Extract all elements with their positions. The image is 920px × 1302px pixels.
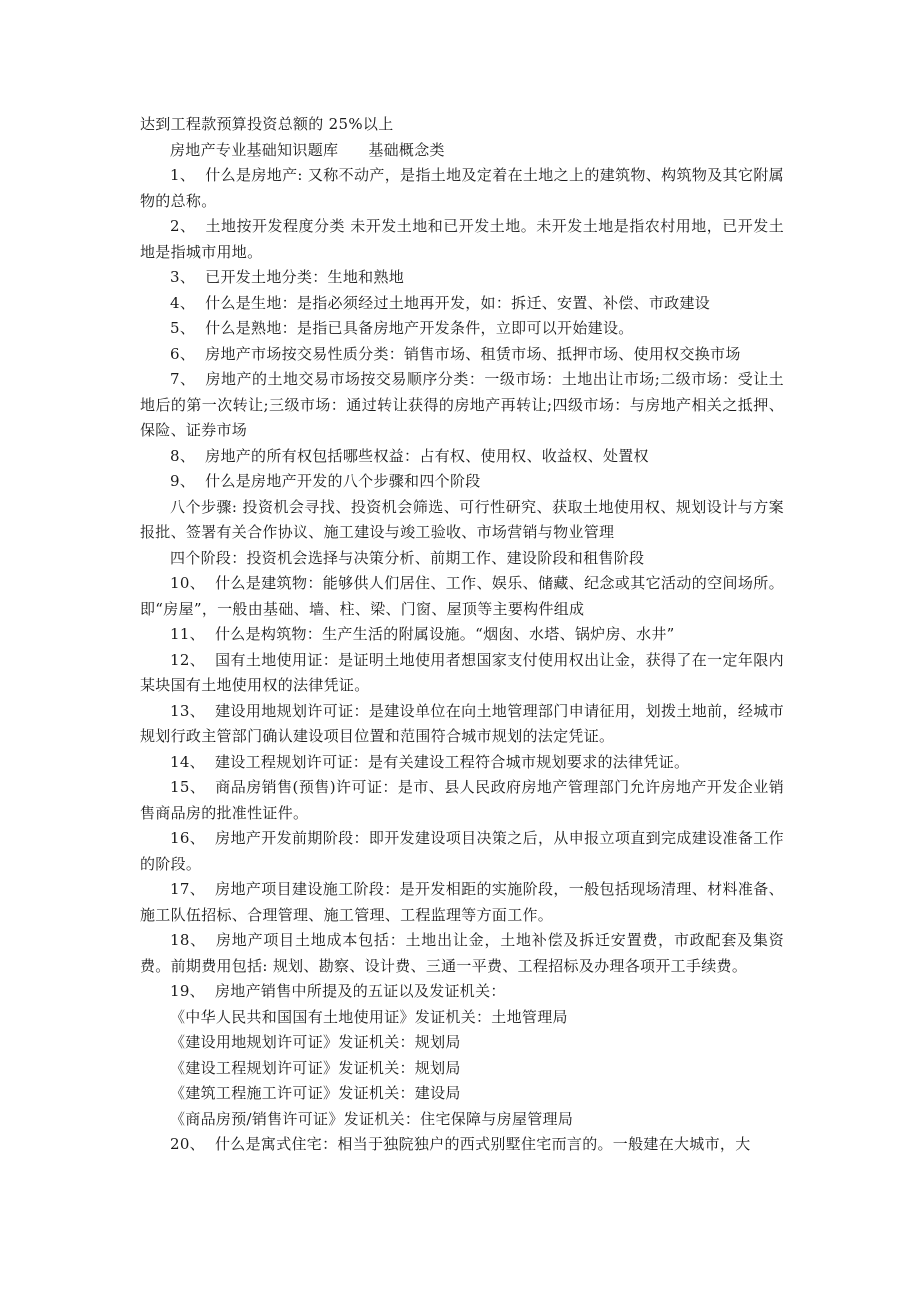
item-number: 12、 [170,650,206,669]
certificate-line: 《建设用地规划许可证》发证机关：规划局 [170,1033,461,1051]
document-page [140,112,784,1158]
item-number: 1、 [170,166,196,184]
item-number: 20、 [170,1135,205,1153]
list-item [140,826,784,877]
item-text: 什么是房地产: 又称不动产，是指土地及定着在土地之上的建筑物、构筑物及其它附属物的总称。 [140,166,784,210]
list-item [140,444,784,470]
item-number: 18、 [170,931,206,949]
item-number: 7、 [170,370,196,388]
item-text: 什么是构筑物：生产生活的附属设施。“烟囱、水塔、锅炉房、水井” [215,625,675,643]
list-item [140,750,784,776]
intro-line: 达到工程款预算投资总额的 25%以上 [140,115,394,133]
certificate-line: 《中华人民共和国国有土地使用证》发证机关：土地管理局 [170,1007,568,1026]
item-text: 建设用地规划许可证：是建设单位在向土地管理部门申请征用，划拨土地前，经城市规划行政主管部门确认建设项目位置和范围符合城市规划的法定凭证。 [140,701,784,745]
item-text: 商品房销售(预售)许可证：是市、县人民政府房地产管理部门允许房地产开发企业销售商品房的批准性证件。 [140,778,784,822]
document-heading [140,138,784,164]
item-text: 房地产的土地交易市场按交易顺序分类：一级市场：土地出让市场;二级市场：受让土地后的第一次转让;三级市场：通过转让获得的房地产再转让;四级市场：与房地产相关之抵押、保险、证券市场 [140,370,784,439]
item-text: 房地产项目土地成本包括：土地出让金，土地补偿及拆迁安置费，市政配套及集资费。前期费用包括: 规划、勘察、设计费、三通一平费、工程招标及办理各项开工手续费。 [140,931,784,975]
list-item [140,877,784,928]
list-item [140,214,784,265]
item-number: 5、 [170,319,196,337]
list-item [140,775,784,826]
item-text: 什么是熟地：是指已具备房地产开发条件，立即可以开始建设。 [205,319,634,337]
list-item [140,469,784,495]
heading-right: 基础概念类 [368,140,445,159]
item-text: 房地产销售中所提及的五证以及发证机关： [215,982,506,1000]
certificate-line: 《建筑工程施工许可证》发证机关：建设局 [170,1084,461,1102]
item-text: 土地按开发程度分类 未开发土地和已开发土地。未开发土地是指农村用地，已开发土地是指城市用地。 [140,217,784,261]
list-item [140,571,784,622]
list-item [140,316,784,342]
item-number: 11、 [170,625,205,643]
item-text: 已开发土地分类：生地和熟地 [205,268,405,286]
item-text: 什么是房地产开发的八个步骤和四个阶段 [205,472,481,490]
heading-left: 房地产专业基础知识题库 [170,140,339,159]
list-item [140,163,784,214]
list-item [140,622,784,648]
item-number: 13、 [170,701,206,720]
eight-steps-paragraph: 八个步骤: 投资机会寻找、投资机会筛选、可行性研究、获取土地使用权、规划设计与方案报批、签署有关合作协议、施工建设与竣工验收、市场营销与物业管理 [140,497,784,541]
list-item [140,699,784,750]
item-text: 建设工程规划许可证：是有关建设工程符合城市规划要求的法律凭证。 [215,752,690,771]
item-text: 什么是生地：是指必须经过土地再开发，如：拆迁、安置、补偿、市政建设 [205,293,711,312]
list-item [140,648,784,699]
item-number: 17、 [170,880,206,898]
item-text: 什么是建筑物：能够供人们居住、工作、娱乐、储藏、纪念或其它活动的空间场所。即“房屋”，一般由基础、墙、柱、梁、门窗、屋顶等主要构件组成 [140,574,784,618]
certificate-line: 《商品房预/销售许可证》发证机关：住宅保障与房屋管理局 [170,1109,574,1128]
item-text: 什么是寓式住宅：相当于独院独户的西式别墅住宅而言的。一般建在大城市，大 [215,1135,751,1153]
item-text: 房地产市场按交易性质分类：销售市场、租赁市场、抵押市场、使用权交换市场 [205,344,741,363]
four-stages-paragraph: 四个阶段：投资机会选择与决策分析、前期工作、建设阶段和租售阶段 [170,548,645,567]
item-number: 10、 [170,574,206,592]
list-item [140,265,784,291]
item-number: 15、 [170,778,206,796]
item-number: 3、 [170,268,196,286]
item-number: 19、 [170,982,205,1000]
list-item [140,928,784,979]
item-number: 8、 [170,446,196,465]
list-item [140,342,784,368]
item-number: 16、 [170,829,206,847]
item-text: 国有土地使用证：是证明土地使用者想国家支付使用权出让金，获得了在一定年限内某块国有土地使用权的法律凭证。 [140,650,784,694]
item-number: 14、 [170,752,205,771]
list-item [140,367,784,444]
certificate-line: 《建设工程规划许可证》发证机关：规划局 [170,1058,461,1077]
item-number: 4、 [170,293,196,312]
item-text: 房地产开发前期阶段：即开发建设项目决策之后，从申报立项直到完成建设准备工作的阶段。 [140,829,784,873]
item-number: 2、 [170,217,196,235]
item-text: 房地产项目建设施工阶段：是开发相距的实施阶段，一般包括现场清理、材料准备、施工队伍招标、合理管理、施工管理、工程监理等方面工作。 [140,880,784,924]
list-item [140,291,784,317]
list-item [140,979,784,1005]
list-item [140,1132,784,1158]
item-text: 房地产的所有权包括哪些权益：占有权、使用权、收益权、处置权 [205,446,649,465]
item-number: 6、 [170,344,196,363]
item-number: 9、 [170,472,196,490]
